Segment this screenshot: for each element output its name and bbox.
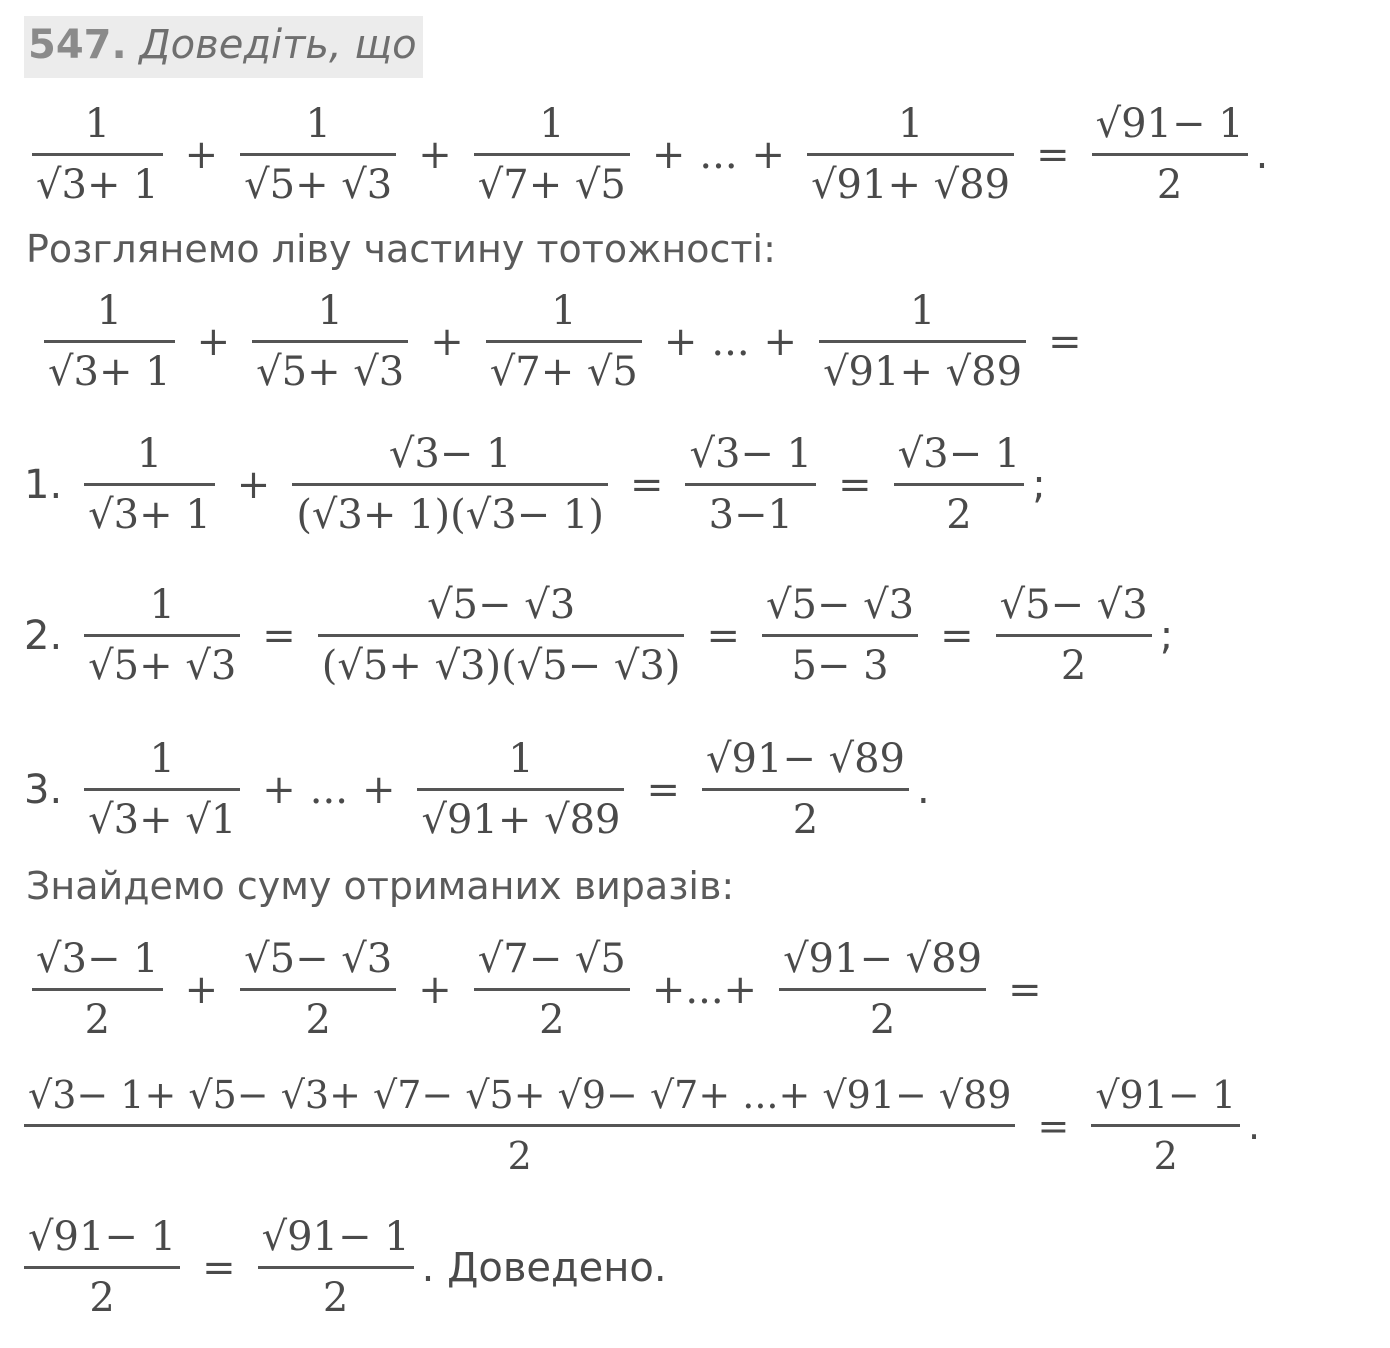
sum-text: Знайдемо суму отриманих виразів: (26, 864, 735, 908)
claim-term-3: $\frac{1}{√7+ √5}$ (474, 95, 630, 214)
step-3: 3. $\frac{1}{√3+ √1}$ + ... + $\frac{1}{√91+ √89}$ = $\frac{√91- √89}{2}$ . (24, 736, 930, 843)
left-term-1: $\frac{1}{√3+ 1}$ (44, 282, 175, 401)
sum-equation: $\frac{√3- 1}{2}$ + $\frac{√5- √3}{2}$ + $\frac{√7- √5}{2}$ +...+ $\frac{√91- √89}{2}$ = (24, 930, 1056, 1049)
claim-term-1: $\frac{1}{√3+ 1}$ (32, 95, 163, 214)
claim-result: $\frac{√91- 1}{2}$ (1092, 95, 1248, 214)
problem-number: 547. (28, 22, 127, 68)
problem-statement: Доведіть, що (139, 22, 417, 68)
left-term-3: $\frac{1}{√7+ √5}$ (486, 282, 642, 401)
step-1-label: 1. (24, 461, 63, 508)
consider-text: Розглянемо ліву частину тотожності: (26, 227, 776, 271)
claim-dots: ... (699, 131, 738, 178)
claim-term-2: $\frac{1}{√5+ √3}$ (240, 95, 396, 214)
step-1: 1. $\frac{1}{√3+ 1}$ + $\frac{√3- 1}{(√3+ 1)(√3- 1)}$ = $\frac{√3- 1}{3-1}$ = $\frac{√3- 1}{2}$ ; (24, 431, 1046, 538)
step-2-label: 2. (24, 612, 63, 659)
step-2: 2. $\frac{1}{√5+ √3}$ = $\frac{√5- √3}{(√5+ √3)(√5- √3)}$ = $\frac{√5- √3}{5- 3}$ = $\frac{√5- √3}{2}$ ; (24, 582, 1174, 689)
big-sum-equation: $\frac{√3- 1+ √5- √3+ √7- √5+ √9- √7+ ...+ √91- √89}{2}$ = $\frac{√91- 1}{2}$ . (24, 1066, 1260, 1185)
left-term-2: $\frac{1}{√5+ √3}$ (252, 282, 408, 401)
proved-text: . Доведено. (421, 1244, 667, 1291)
step-3-label: 3. (24, 766, 63, 813)
final-equation: $\frac{√91- 1}{2}$ = $\frac{√91- 1}{2}$ . Доведено. (24, 1208, 667, 1327)
problem-title (24, 16, 423, 78)
claim-equation: $\frac{1}{√3+ 1}$ + $\frac{1}{√5+ √3}$ + $\frac{1}{√7+ √5}$ + ... + $\frac{1}{√91+ √89}$ = $\frac{√91- 1}{2}$ . (24, 95, 1268, 214)
left-term-last: $\frac{1}{√91+ √89}$ (819, 282, 1026, 401)
left-side-equation: $\frac{1}{√3+ 1}$ + $\frac{1}{√5+ √3}$ + $\frac{1}{√7+ √5}$ + ... + $\frac{1}{√91+ √89}$ = (36, 282, 1096, 401)
left-dots: ... (711, 318, 750, 365)
claim-term-last: $\frac{1}{√91+ √89}$ (807, 95, 1014, 214)
